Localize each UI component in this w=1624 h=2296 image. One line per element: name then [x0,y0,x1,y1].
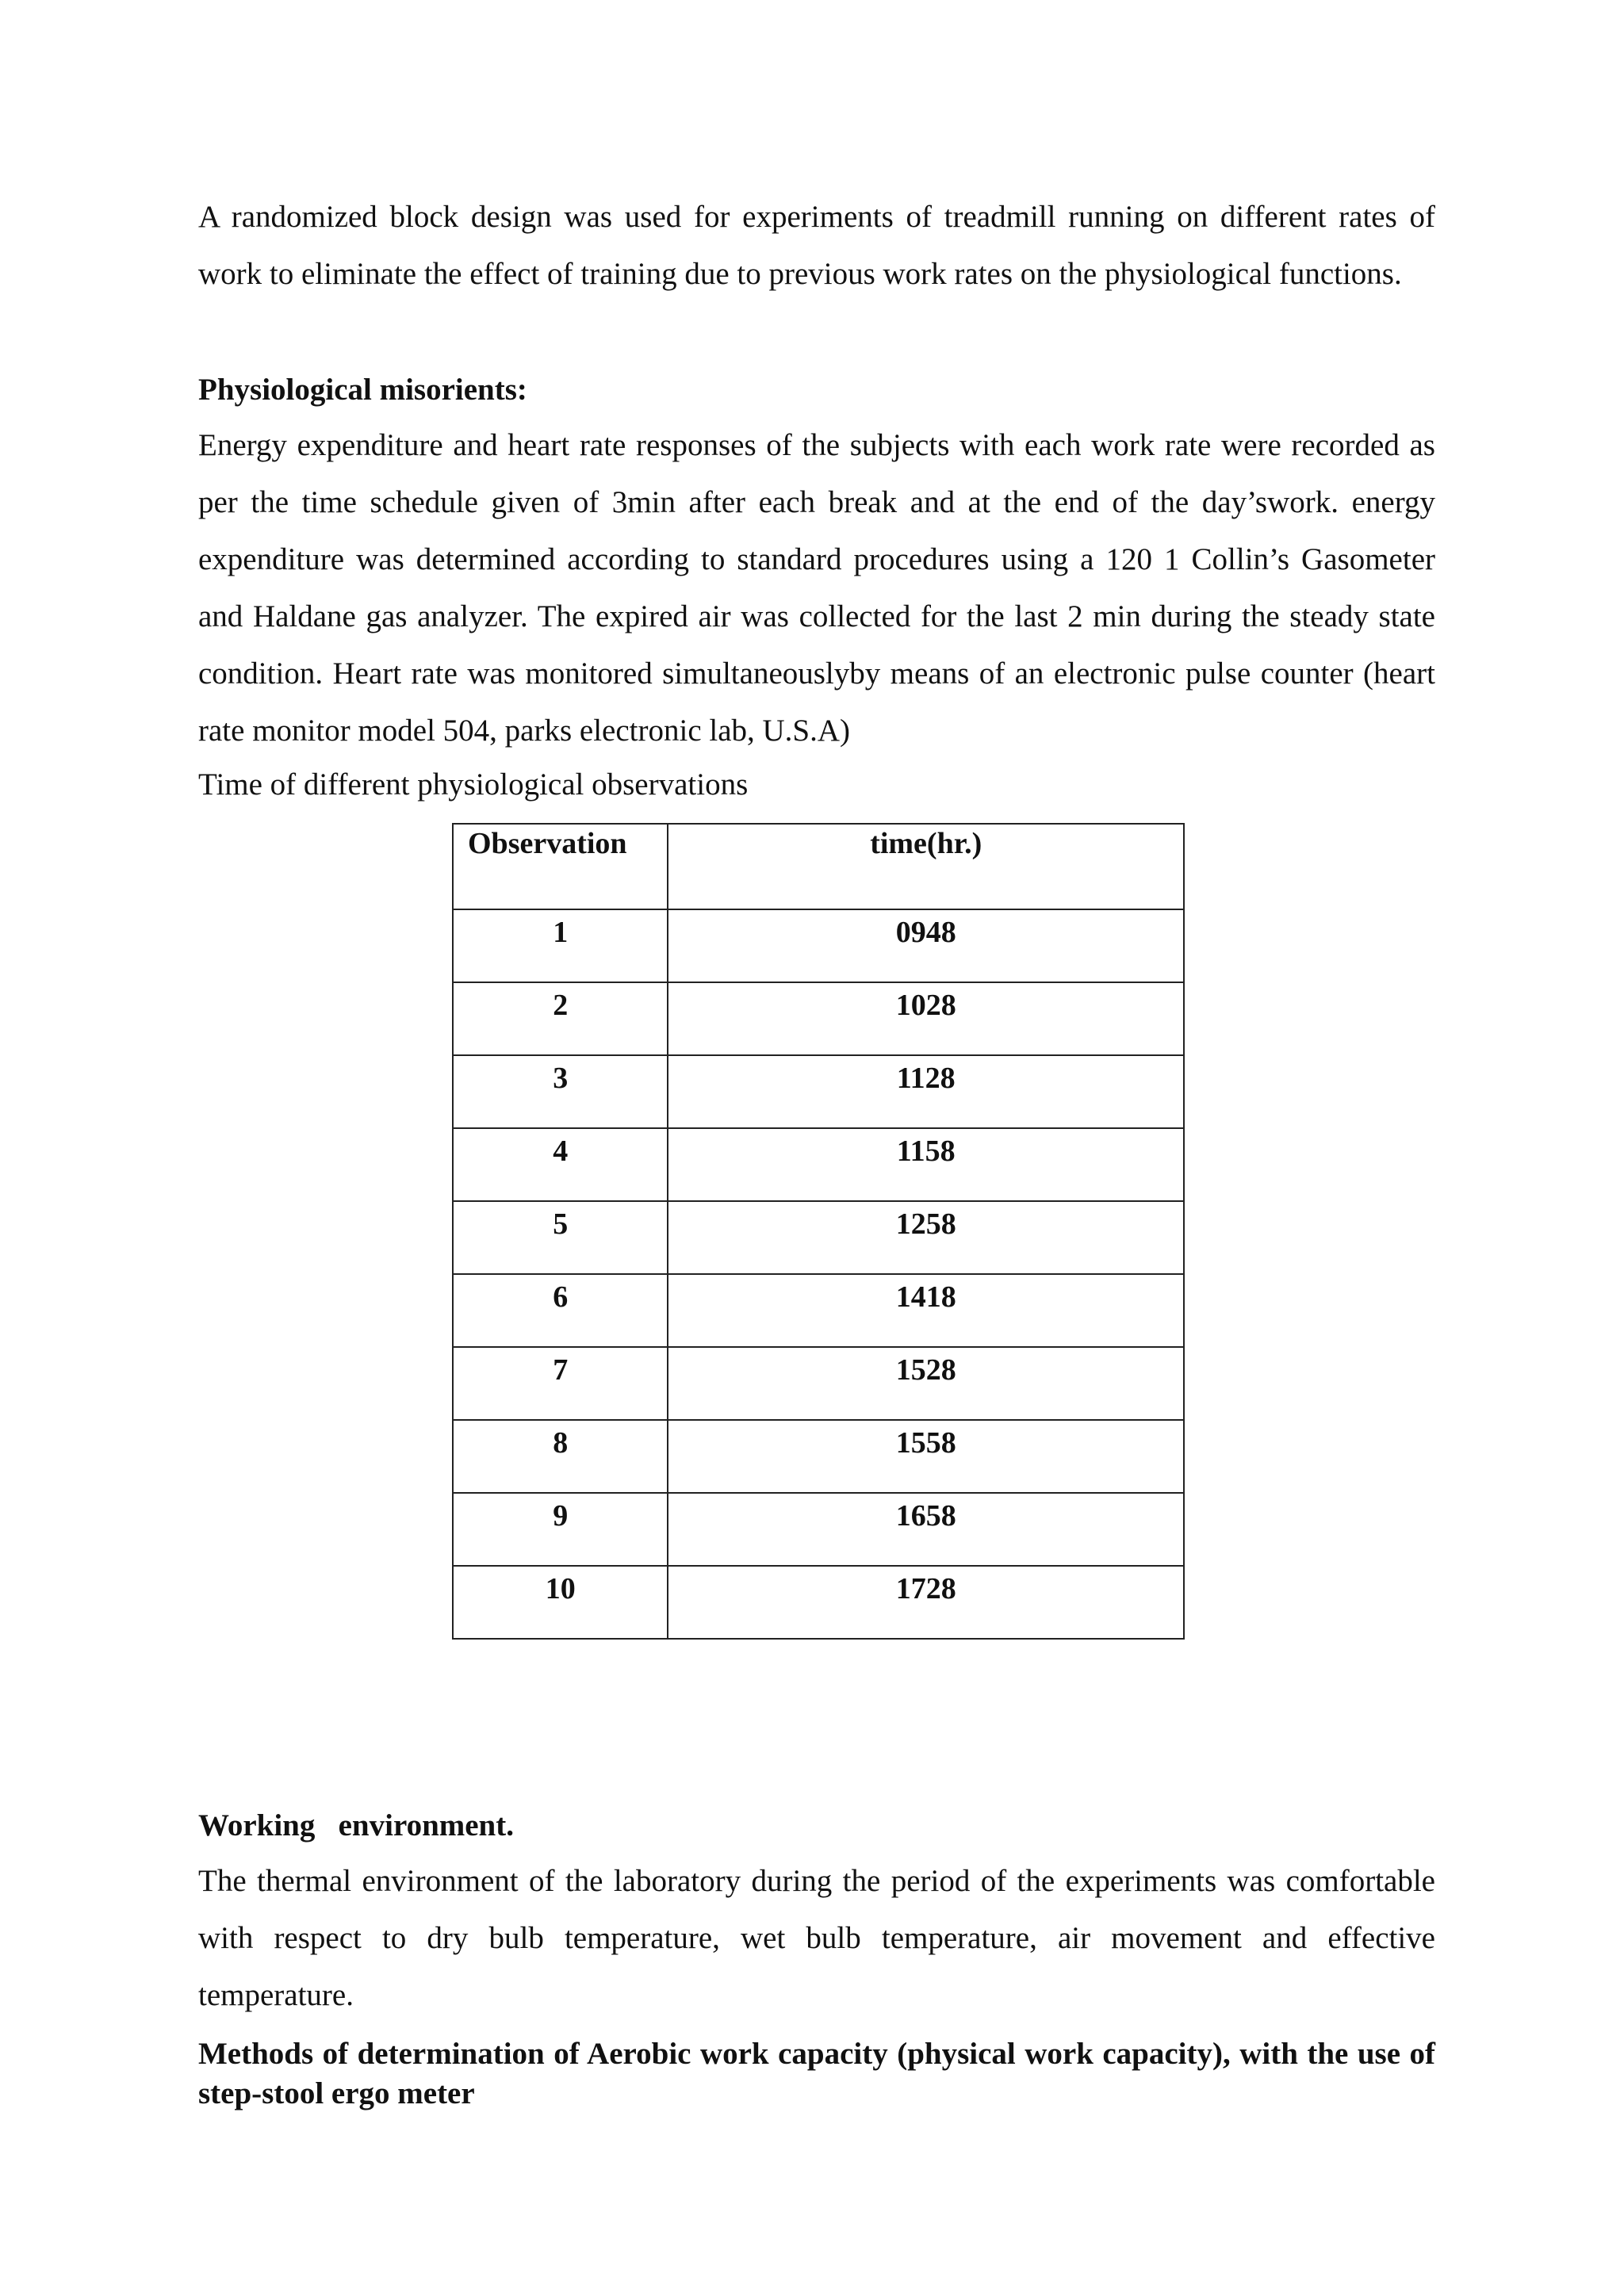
time-cell: 1658 [668,1493,1184,1566]
time-cell: 1028 [668,982,1184,1055]
observation-cell: 8 [453,1420,668,1493]
time-cell: 1258 [668,1201,1184,1274]
header-time: time(hr.) [668,824,1184,909]
intro-paragraph: A randomized block design was used for experiments of treadmill running on different rates of work to eliminate the effect of training due to previous work rates on the physiological functions. [198,200,1435,291]
observation-cell: 3 [453,1055,668,1128]
observation-cell: 9 [453,1493,668,1566]
observation-cell: 1 [453,909,668,982]
table-row [453,1274,1184,1347]
table-row [453,1201,1184,1274]
table-row [453,1055,1184,1128]
time-cell: 1418 [668,1274,1184,1347]
table-caption: Time of different physiological observations [198,767,749,802]
environment-heading: Working environment. [198,1808,514,1843]
header-observation: Observation [453,824,668,909]
observation-cell: 6 [453,1274,668,1347]
observation-cell: 10 [453,1566,668,1639]
time-cell: 0948 [668,909,1184,982]
table-row [453,982,1184,1055]
time-cell: 1128 [668,1055,1184,1128]
observation-cell: 5 [453,1201,668,1274]
table-row [453,909,1184,982]
table-header-row [453,824,1184,909]
time-cell: 1528 [668,1347,1184,1420]
table-row [453,1566,1184,1639]
table-row [453,1347,1184,1420]
methods-heading: Methods of determination of Aerobic work capacity (physical work capacity), with the use of step-stool ergo meter [198,2037,1435,2110]
observation-cell: 4 [453,1128,668,1201]
environment-paragraph: The thermal environment of the laboratory during the period of the experiments was comfortable with respect to dry bulb temperature, wet bulb temperature, air movement and effective temperature. [198,1864,1435,2012]
observation-table [452,823,1185,1640]
time-cell: 1558 [668,1420,1184,1493]
table-row [453,1420,1184,1493]
time-cell: 1158 [668,1128,1184,1201]
physiological-paragraph: Energy expenditure and heart rate responses of the subjects with each work rate were recorded as per the time schedule given of 3min after each break and at the end of the day’swork. energy expenditure was determined according to standard procedures using a 120 1 Collin’s Gasometer and Haldane gas analyzer. The expired air was collected for the last 2 min during the steady state condition. Heart rate was monitored simultaneouslyby means of an electronic pulse counter (heart rate monitor model 504, parks electronic lab, U.S.A) [198,428,1435,748]
physiological-heading: Physiological misorients: [198,373,527,407]
time-cell: 1728 [668,1566,1184,1639]
table-row [453,1493,1184,1566]
observation-cell: 7 [453,1347,668,1420]
table-row [453,1128,1184,1201]
observation-cell: 2 [453,982,668,1055]
